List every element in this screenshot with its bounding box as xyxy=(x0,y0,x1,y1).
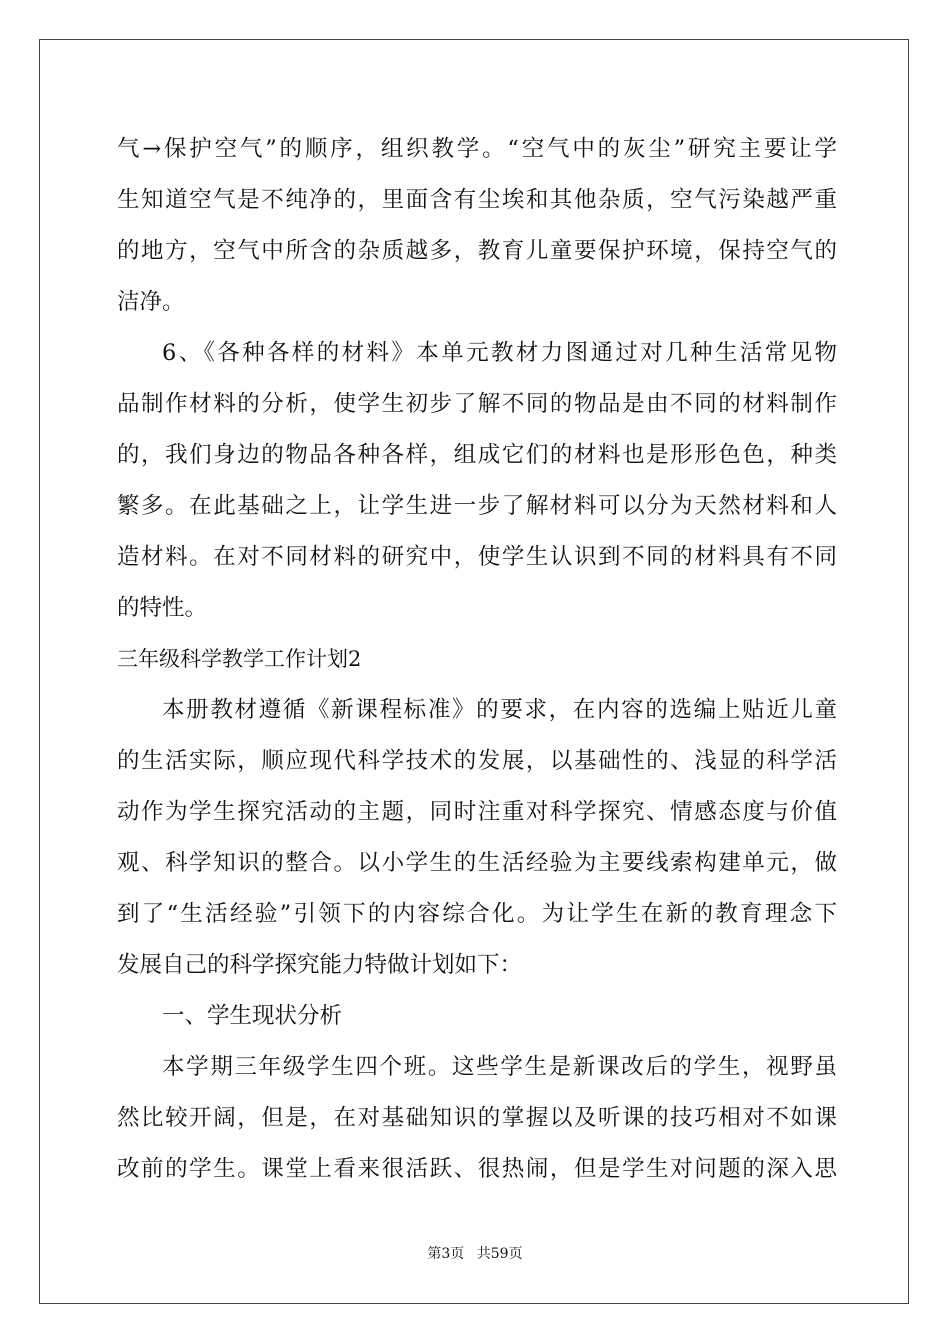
text-line: 动作为学生探究活动的主题，同时注重对科学探究、情感态度与价值 xyxy=(117,799,837,825)
document-body xyxy=(117,124,837,1195)
text-line: 的地方，空气中所含的杂质越多，教育儿童要保护环境，保持空气的 xyxy=(117,238,837,264)
text-line: 观、科学知识的整合。以小学生的生活经验为主要线索构建单元，做 xyxy=(117,850,837,876)
text-line: 发展自己的科学探究能力特做计划如下： xyxy=(117,952,523,978)
text-line: 的特性。 xyxy=(117,595,208,621)
page-total: 共59页 xyxy=(476,1246,523,1262)
text-line: 洁净。 xyxy=(117,289,185,315)
text-line: 的，我们身边的物品各种各样，组成它们的材料也是形形色色，种类 xyxy=(117,442,837,468)
text-line: 本学期三年级学生四个班。这些学生是新课改后的学生，视野虽 xyxy=(162,1054,837,1080)
text-line: 的生活实际，顺应现代科学技术的发展，以基础性的、浅显的科学活 xyxy=(117,748,837,774)
text-line: 气→保护空气”的顺序，组织教学。“空气中的灰尘”研究主要让学 xyxy=(117,136,837,162)
text-line: 改前的学生。课堂上看来很活跃、很热闹，但是学生对问题的深入思 xyxy=(117,1156,837,1182)
text-line: 造材料。在对不同材料的研究中，使学生认识到不同的材料具有不同 xyxy=(117,544,837,570)
page-number: 第3页 xyxy=(427,1246,465,1262)
text-line: 一、学生现状分析 xyxy=(162,1003,343,1029)
text-line: 6、《各种各样的材料》本单元教材力图通过对几种生活常见物 xyxy=(162,340,837,366)
text-line: 然比较开阔，但是，在对基础知识的掌握以及听课的技巧相对不如课 xyxy=(117,1105,837,1131)
text-line: 本册教材遵循《新课程标准》的要求，在内容的选编上贴近儿童 xyxy=(162,697,837,723)
section-heading: 三年级科学教学工作计划2 xyxy=(117,647,362,671)
page-footer xyxy=(0,1243,950,1263)
text-line: 到了“生活经验”引领下的内容综合化。为让学生在新的教育理念下 xyxy=(117,901,837,927)
text-line: 品制作材料的分析，使学生初步了解不同的物品是由不同的材料制作 xyxy=(117,391,837,417)
text-line: 繁多。在此基础之上，让学生进一步了解材料可以分为天然材料和人 xyxy=(117,493,837,519)
text-line: 生知道空气是不纯净的，里面含有尘埃和其他杂质，空气污染越严重 xyxy=(117,187,837,213)
